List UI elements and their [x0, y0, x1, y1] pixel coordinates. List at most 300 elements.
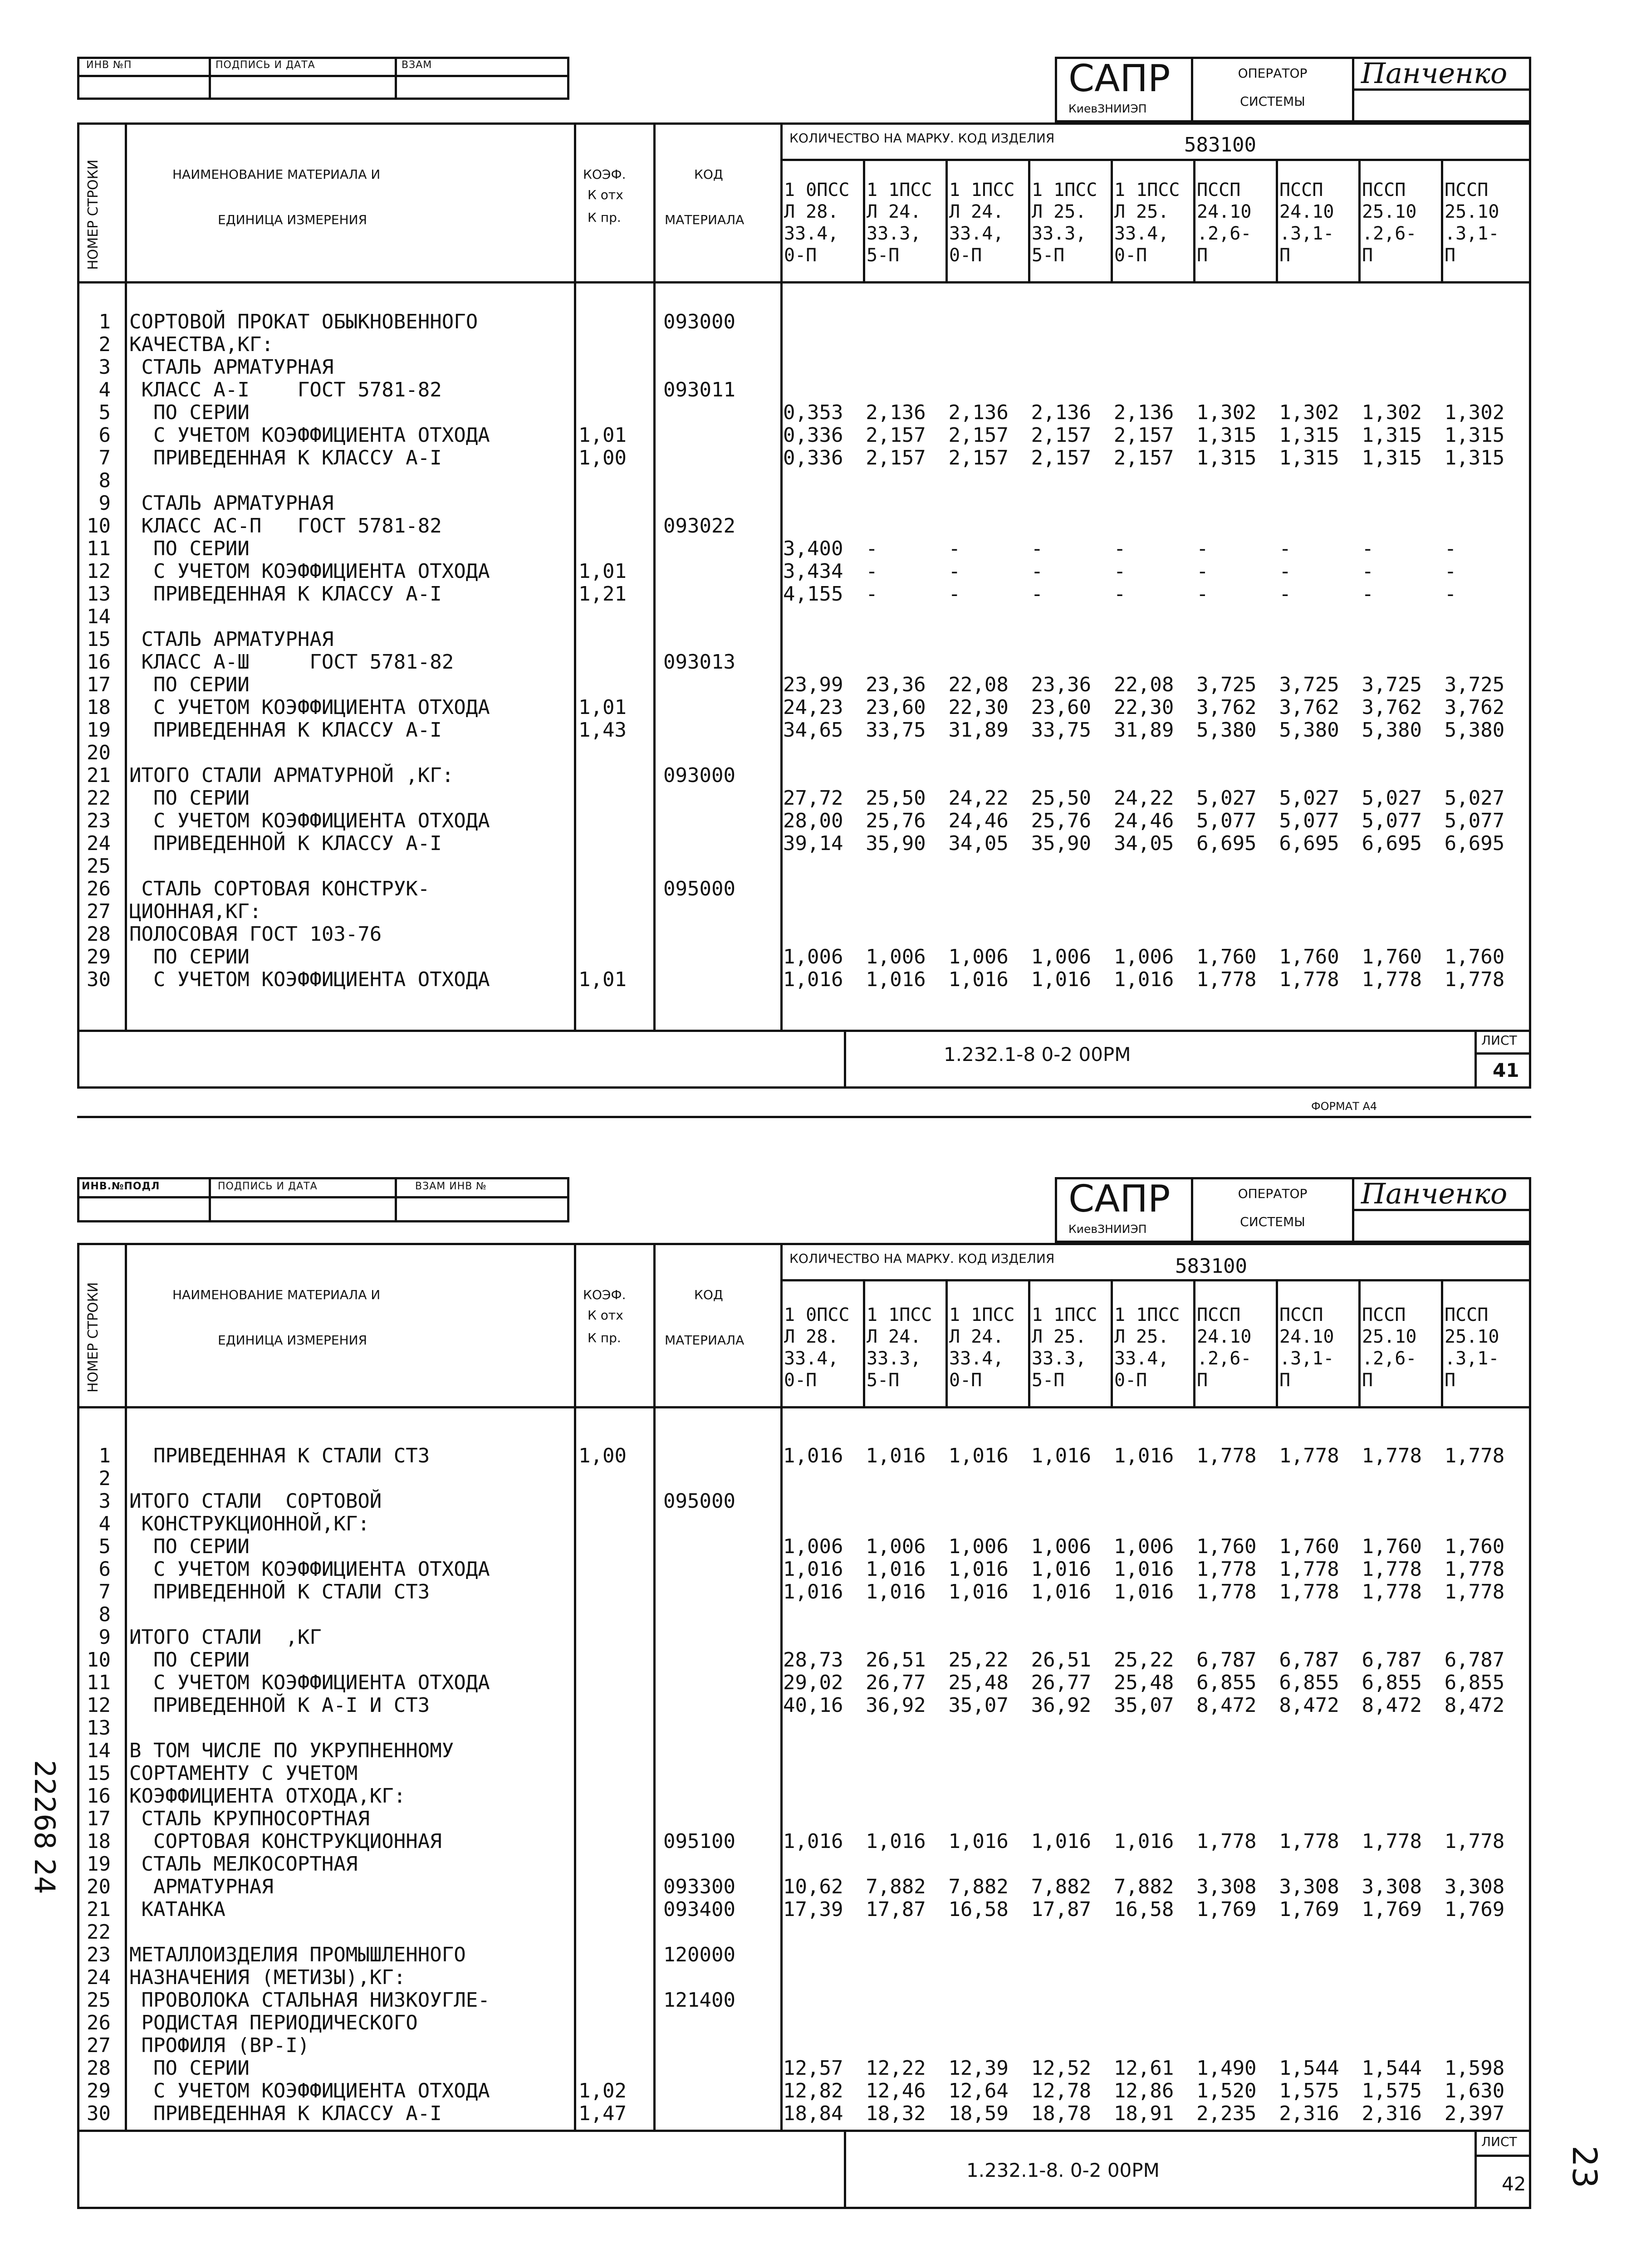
quantity-cell: 24,46	[1113, 809, 1174, 832]
quantity-values	[783, 1830, 1527, 1853]
column-header: ПССП 24.10 .2,6- П	[1197, 1305, 1252, 1391]
quantity-cell: 1,006	[948, 1535, 1009, 1558]
row-number: 1	[98, 1444, 111, 1467]
quantity-cell: 0,353	[783, 401, 843, 424]
quantity-cell: -	[1362, 560, 1374, 583]
row-number: 28	[87, 923, 111, 946]
row-number: 21	[87, 1898, 111, 1921]
quantity-cell: 1,544	[1279, 2057, 1339, 2080]
material-name: КОНСТРУКЦИОННОЙ,КГ:	[129, 1512, 370, 1535]
material-name: ПО СЕРИИ	[129, 945, 250, 968]
quantity-cell: 31,89	[1113, 719, 1174, 742]
material-code: 093022	[663, 514, 735, 538]
row-number: 18	[87, 696, 111, 719]
quantity-cell: 1,302	[1196, 401, 1257, 424]
quantity-cell: 5,077	[1362, 809, 1422, 832]
quantity-cell: 1,006	[783, 1535, 843, 1558]
material-name: С УЧЕТОМ КОЭФФИЦИЕНТА ОТХОДА	[129, 1671, 490, 1694]
institute-name: КиевЗНИИЭП	[1068, 1222, 1147, 1236]
quantity-cell: 1,016	[948, 968, 1009, 991]
quantity-cell: 0,336	[783, 446, 843, 469]
quantity-cell: 16,58	[948, 1898, 1009, 1921]
operator-signature: Панченко	[1361, 57, 1508, 90]
quantity-cell: 12,22	[866, 2057, 926, 2080]
column-header: ПССП 24.10 .3,1- П	[1279, 180, 1334, 266]
quantity-values	[783, 2057, 1527, 2080]
quantity-cell: 1,769	[1196, 1898, 1257, 1921]
material-name: В ТОМ ЧИСЛЕ ПО УКРУПНЕННОМУ	[129, 1739, 454, 1762]
quantity-values	[783, 447, 1527, 469]
quantity-cell: 2,136	[1031, 401, 1092, 424]
quantity-values	[783, 787, 1527, 810]
quantity-cell: 1,016	[866, 968, 926, 991]
quantity-label: КОЛИЧЕСТВО НА МАРКУ. КОД ИЗДЕЛИЯ	[789, 1251, 1055, 1266]
quantity-cell: 12,46	[866, 2079, 926, 2102]
material-name: С УЧЕТОМ КОЭФФИЦИЕНТА ОТХОДА	[129, 809, 490, 832]
row-number: 8	[98, 469, 111, 492]
quantity-cell: 1,778	[1444, 968, 1505, 991]
quantity-cell: 1,778	[1279, 1830, 1339, 1853]
row-number: 6	[98, 424, 111, 447]
quantity-cell: 23,99	[783, 673, 843, 696]
material-code: 093400	[663, 1898, 735, 1921]
quantity-cell: 17,39	[783, 1898, 843, 1921]
quantity-cell: 1,016	[1031, 1444, 1092, 1467]
column-header: ПССП 24.10 .2,6- П	[1197, 180, 1252, 266]
material-code: 093300	[663, 1875, 735, 1898]
quantity-cell: 5,380	[1444, 719, 1505, 742]
quantity-cell: 1,016	[866, 1558, 926, 1581]
material-name: КЛАСС АС-П ГОСТ 5781-82	[129, 514, 442, 538]
product-code: 583100	[1184, 133, 1256, 156]
quantity-cell: 1,630	[1444, 2079, 1505, 2102]
quantity-cell: 1,769	[1444, 1898, 1505, 1921]
quantity-cell: 34,65	[783, 719, 843, 742]
row-number: 9	[98, 1626, 111, 1649]
code-label: КОД	[694, 1287, 723, 1302]
quantity-cell: 2,157	[1113, 446, 1174, 469]
quantity-cell: 1,760	[1196, 1535, 1257, 1558]
quantity-cell: 28,00	[783, 809, 843, 832]
material-name: С УЧЕТОМ КОЭФФИЦИЕНТА ОТХОДА	[129, 1558, 490, 1581]
quantity-cell: 3,308	[1196, 1875, 1257, 1898]
quantity-cell: 3,308	[1444, 1875, 1505, 1898]
sheet-number: 42	[1502, 2173, 1526, 2195]
row-number: 16	[87, 1784, 111, 1808]
quantity-cell: 26,51	[866, 1648, 926, 1672]
quantity-cell: 5,077	[1279, 809, 1339, 832]
quantity-cell: 25,50	[866, 787, 926, 810]
material-name: ПРИВЕДЕННОЙ К А-I И СТ3	[129, 1694, 430, 1717]
column-header: ПССП 24.10 .3,1- П	[1279, 1305, 1334, 1391]
material-name-label: НАИМЕНОВАНИЕ МАТЕРИАЛА И	[172, 1287, 381, 1302]
quantity-cell: 5,027	[1279, 787, 1339, 810]
quantity-cell: 1,315	[1196, 424, 1257, 447]
quantity-cell: 6,787	[1444, 1648, 1505, 1672]
row-number: 24	[87, 1966, 111, 1989]
material-code: 095000	[663, 1490, 735, 1513]
quantity-cell: 23,60	[1031, 696, 1092, 719]
material-code: 095000	[663, 877, 735, 900]
quantity-cell: 25,50	[1031, 787, 1092, 810]
quantity-values	[783, 2102, 1527, 2125]
quantity-cell: 6,695	[1362, 832, 1422, 855]
quantity-values	[783, 1672, 1527, 1694]
quantity-cell: 1,016	[948, 1830, 1009, 1853]
coef-waste-label: К отх	[588, 187, 623, 202]
quantity-cell: 1,778	[1196, 1580, 1257, 1603]
quantity-cell: 26,77	[1031, 1671, 1092, 1694]
column-header: ПССП 25.10 .3,1- П	[1445, 180, 1499, 266]
material-name: ПО СЕРИИ	[129, 787, 250, 810]
quantity-cell: 3,434	[783, 560, 843, 583]
quantity-values	[783, 1558, 1527, 1581]
row-number: 19	[87, 719, 111, 742]
quantity-cell: 1,016	[1031, 968, 1092, 991]
quantity-values	[783, 674, 1527, 696]
quantity-cell: 1,760	[1362, 1535, 1422, 1558]
quantity-values	[783, 968, 1527, 991]
material-name: КАЧЕСТВА,КГ:	[129, 333, 274, 356]
quantity-cell: 8,472	[1279, 1694, 1339, 1717]
quantity-cell: -	[1031, 560, 1043, 583]
material-name: ИТОГО СТАЛИ ,КГ	[129, 1626, 322, 1649]
material-name: ПОЛОСОВАЯ ГОСТ 103-76	[129, 923, 382, 946]
quantity-cell: 7,882	[1113, 1875, 1174, 1898]
quantity-cell: 18,32	[866, 2102, 926, 2125]
row-number: 4	[98, 1512, 111, 1535]
quantity-cell: 6,695	[1279, 832, 1339, 855]
column-header: 1 1ПСС Л 25. 33.3, 5-П	[1032, 1305, 1097, 1391]
row-number: 23	[87, 1943, 111, 1966]
quantity-cell: -	[1444, 560, 1457, 583]
quantity-cell: 35,07	[1113, 1694, 1174, 1717]
quantity-cell: 25,48	[1113, 1671, 1174, 1694]
row-number: 3	[98, 356, 111, 379]
coefficient: 1,21	[578, 582, 627, 606]
quantity-cell: 5,380	[1196, 719, 1257, 742]
quantity-cell: 7,882	[1031, 1875, 1092, 1898]
quantity-cell: 1,016	[1113, 1558, 1174, 1581]
material-name: ПО СЕРИИ	[129, 1535, 250, 1558]
quantity-cell: 1,760	[1444, 945, 1505, 968]
quantity-cell: 1,315	[1196, 446, 1257, 469]
quantity-cell: 12,64	[948, 2079, 1009, 2102]
sheet-label: ЛИСТ	[1481, 2134, 1517, 2149]
coef-label: КОЭФ.	[583, 1287, 626, 1302]
quantity-cell: 1,302	[1279, 401, 1339, 424]
quantity-cell: 5,027	[1362, 787, 1422, 810]
quantity-cell: 3,725	[1444, 673, 1505, 696]
material-name: ПРИВЕДЕННАЯ К КЛАССУ А-I	[129, 2102, 442, 2125]
column-header: 1 1ПСС Л 24. 33.3, 5-П	[867, 1305, 932, 1391]
material-name: ПРИВЕДЕННАЯ К КЛАССУ А-I	[129, 719, 442, 742]
row-number-label: НОМЕР СТРОКИ	[85, 1282, 101, 1393]
sheet-number: 41	[1493, 1059, 1519, 1081]
quantity-values	[783, 1581, 1527, 1603]
quantity-values	[783, 560, 1527, 583]
quantity-cell: -	[1362, 537, 1374, 560]
quantity-values	[783, 832, 1527, 855]
quantity-cell: 5,380	[1279, 719, 1339, 742]
coef-reduced-label: К пр.	[588, 210, 621, 225]
quantity-cell: -	[1196, 560, 1209, 583]
quantity-cell: 1,778	[1444, 1580, 1505, 1603]
row-number: 9	[98, 492, 111, 515]
material-name: КОЭФФИЦИЕНТА ОТХОДА,КГ:	[129, 1784, 406, 1808]
row-number: 21	[87, 764, 111, 787]
quantity-label: КОЛИЧЕСТВО НА МАРКУ. КОД ИЗДЕЛИЯ	[789, 131, 1055, 146]
quantity-cell: -	[1362, 582, 1374, 606]
column-header: 1 1ПСС Л 24. 33.4, 0-П	[949, 180, 1015, 266]
quantity-values	[783, 2080, 1527, 2102]
quantity-cell: 31,89	[948, 719, 1009, 742]
column-header: 1 0ПСС Л 28. 33.4, 0-П	[784, 180, 850, 266]
quantity-cell: 1,769	[1279, 1898, 1339, 1921]
quantity-cell: 1,575	[1362, 2079, 1422, 2102]
institute-name: КиевЗНИИЭП	[1068, 102, 1147, 115]
quantity-cell: 1,315	[1279, 424, 1339, 447]
quantity-cell: 1,769	[1362, 1898, 1422, 1921]
quantity-cell: 1,016	[948, 1580, 1009, 1603]
product-code: 583100	[1175, 1255, 1247, 1278]
row-number: 22	[87, 1921, 111, 1944]
sheet-label: ЛИСТ	[1481, 1033, 1517, 1048]
quantity-cell: 8,472	[1362, 1694, 1422, 1717]
quantity-cell: 2,157	[1113, 424, 1174, 447]
quantity-cell: 1,006	[866, 1535, 926, 1558]
sapr-title: САПР	[1068, 57, 1171, 100]
row-number: 2	[98, 333, 111, 356]
quantity-cell: 25,22	[1113, 1648, 1174, 1672]
quantity-cell: 3,725	[1279, 673, 1339, 696]
coef-waste-label: К отх	[588, 1308, 623, 1323]
quantity-cell: 2,157	[866, 424, 926, 447]
quantity-cell: 17,87	[1031, 1898, 1092, 1921]
row-number: 25	[87, 855, 111, 878]
row-number: 27	[87, 2034, 111, 2057]
quantity-cell: 2,136	[948, 401, 1009, 424]
material-name: МЕТАЛЛОИЗДЕЛИЯ ПРОМЫШЛЕННОГО	[129, 1943, 466, 1966]
quantity-cell: 24,46	[948, 809, 1009, 832]
material-name: ПО СЕРИИ	[129, 673, 250, 696]
material-name: СОРТОВАЯ КОНСТРУКЦИОННАЯ	[129, 1830, 442, 1853]
material-name: СОРТОВОЙ ПРОКАТ ОБЫКНОВЕННОГО	[129, 310, 478, 333]
quantity-cell: 5,077	[1196, 809, 1257, 832]
quantity-cell: 7,882	[866, 1875, 926, 1898]
quantity-values	[783, 1535, 1527, 1558]
quantity-cell: 1,016	[783, 1830, 843, 1853]
quantity-cell: -	[1444, 582, 1457, 606]
material-name: С УЧЕТОМ КОЭФФИЦИЕНТА ОТХОДА	[129, 2079, 490, 2102]
quantity-cell: 1,598	[1444, 2057, 1505, 2080]
signature-strip	[77, 57, 569, 100]
sheet-page-42	[77, 1177, 1531, 2225]
row-number: 5	[98, 1535, 111, 1558]
material-name: С УЧЕТОМ КОЭФФИЦИЕНТА ОТХОДА	[129, 696, 490, 719]
archive-margin-note: 22268 24	[28, 1760, 61, 1894]
material-name: СТАЛЬ АРМАТУРНАЯ	[129, 356, 334, 379]
quantity-cell: 1,315	[1362, 424, 1422, 447]
row-number: 7	[98, 446, 111, 469]
row-number: 24	[87, 832, 111, 855]
material-code: 093011	[663, 378, 735, 401]
inv-label: ИНВ.№ПОДЛ	[82, 1181, 160, 1192]
coefficient: 1,01	[578, 424, 627, 447]
quantity-cell: -	[948, 560, 960, 583]
quantity-cell: 12,82	[783, 2079, 843, 2102]
quantity-cell: 1,778	[1362, 1580, 1422, 1603]
quantity-values	[783, 1649, 1527, 1672]
quantity-cell: 2,157	[1031, 446, 1092, 469]
row-number: 18	[87, 1830, 111, 1853]
quantity-cell: 1,006	[1113, 1535, 1174, 1558]
quantity-cell: 1,016	[783, 1558, 843, 1581]
material-name: ПРИВЕДЕННОЙ К СТАЛИ СТ3	[129, 1580, 430, 1603]
material-name: ПО СЕРИИ	[129, 2057, 250, 2080]
quantity-cell: -	[948, 582, 960, 606]
unit-label: ЕДИНИЦА ИЗМЕРЕНИЯ	[218, 212, 367, 227]
quantity-cell: 6,855	[1279, 1671, 1339, 1694]
coefficient: 1,01	[578, 696, 627, 719]
quantity-cell: 1,016	[1113, 968, 1174, 991]
quantity-cell: 1,016	[1113, 1444, 1174, 1467]
coefficient: 1,00	[578, 1444, 627, 1467]
quantity-cell: 1,778	[1362, 968, 1422, 991]
quantity-cell: 1,544	[1362, 2057, 1422, 2080]
quantity-cell: 12,86	[1113, 2079, 1174, 2102]
document-code: 1.232.1-8 0-2 00РМ	[944, 1043, 1131, 1066]
material-name: АРМАТУРНАЯ	[129, 1875, 274, 1898]
row-number: 2	[98, 1467, 111, 1490]
row-number: 23	[87, 809, 111, 832]
unit-label: ЕДИНИЦА ИЗМЕРЕНИЯ	[218, 1333, 367, 1348]
quantity-cell: 36,92	[1031, 1694, 1092, 1717]
quantity-cell: 40,16	[783, 1694, 843, 1717]
quantity-cell: 22,30	[948, 696, 1009, 719]
quantity-cell: 28,73	[783, 1648, 843, 1672]
row-number: 20	[87, 741, 111, 764]
page-number: 23	[1565, 2146, 1604, 2189]
column-header: 1 1ПСС Л 25. 33.4, 0-П	[1114, 1305, 1180, 1391]
material-name: ЦИОННАЯ,КГ:	[129, 900, 262, 923]
quantity-cell: 0,336	[783, 424, 843, 447]
quantity-cell: 1,016	[866, 1444, 926, 1467]
material-name: ПРИВЕДЕННОЙ К КЛАССУ А-I	[129, 832, 442, 855]
column-header: ПССП 25.10 .2,6- П	[1362, 1305, 1417, 1391]
row-number: 7	[98, 1580, 111, 1603]
quantity-cell: 5,027	[1196, 787, 1257, 810]
column-header: 1 1ПСС Л 24. 33.4, 0-П	[949, 1305, 1015, 1391]
quantity-cell: 1,016	[948, 1558, 1009, 1581]
row-number: 29	[87, 2079, 111, 2102]
quantity-cell: 1,016	[866, 1830, 926, 1853]
material-name: СТАЛЬ АРМАТУРНАЯ	[129, 492, 334, 515]
quantity-cell: 1,760	[1196, 945, 1257, 968]
row-number: 13	[87, 1716, 111, 1740]
material-code: 093013	[663, 650, 735, 674]
quantity-cell: 2,157	[866, 446, 926, 469]
quantity-cell: -	[1031, 582, 1043, 606]
material-name: НАЗНАЧЕНИЯ (МЕТИЗЫ),КГ:	[129, 1966, 406, 1989]
quantity-cell: 2,136	[866, 401, 926, 424]
material-name: ПРИВЕДЕННАЯ К СТАЛИ СТ3	[129, 1444, 430, 1467]
quantity-cell: 18,59	[948, 2102, 1009, 2125]
material-name: СТАЛЬ КРУПНОСОРТНАЯ	[129, 1807, 370, 1830]
quantity-cell: 12,61	[1113, 2057, 1174, 2080]
quantity-cell: 39,14	[783, 832, 843, 855]
row-number: 22	[87, 787, 111, 810]
code-material-label: МАТЕРИАЛА	[665, 212, 745, 227]
quantity-values	[783, 538, 1527, 560]
quantity-cell: 2,235	[1196, 2102, 1257, 2125]
row-number: 12	[87, 560, 111, 583]
quantity-cell: 1,006	[866, 945, 926, 968]
quantity-values	[783, 1898, 1527, 1921]
quantity-cell: 6,695	[1196, 832, 1257, 855]
material-code: 095100	[663, 1830, 735, 1853]
material-name: ПО СЕРИИ	[129, 537, 250, 560]
quantity-cell: 8,472	[1196, 1694, 1257, 1717]
quantity-values	[783, 583, 1527, 606]
quantity-cell: 6,855	[1362, 1671, 1422, 1694]
material-code: 120000	[663, 1943, 735, 1966]
row-number: 19	[87, 1853, 111, 1876]
row-number: 13	[87, 582, 111, 606]
material-code: 093000	[663, 310, 735, 333]
quantity-cell: 6,787	[1196, 1648, 1257, 1672]
signature-date-label: ПОДПИСЬ И ДАТА	[218, 1181, 318, 1192]
quantity-cell: 6,787	[1362, 1648, 1422, 1672]
row-number: 4	[98, 378, 111, 401]
quantity-cell: 1,778	[1196, 1558, 1257, 1581]
material-name: ИТОГО СТАЛИ СОРТОВОЙ	[129, 1490, 382, 1513]
quantity-cell: 25,76	[1031, 809, 1092, 832]
quantity-cell: 4,155	[783, 582, 843, 606]
row-number: 29	[87, 945, 111, 968]
quantity-cell: 35,07	[948, 1694, 1009, 1717]
quantity-values	[783, 810, 1527, 832]
quantity-cell: 6,855	[1196, 1671, 1257, 1694]
quantity-cell: 34,05	[948, 832, 1009, 855]
quantity-cell: 1,760	[1362, 945, 1422, 968]
quantity-cell: 35,90	[1031, 832, 1092, 855]
quantity-cell: 25,76	[866, 809, 926, 832]
quantity-cell: -	[1113, 560, 1126, 583]
quantity-cell: 12,52	[1031, 2057, 1092, 2080]
quantity-values	[783, 1876, 1527, 1898]
quantity-cell: -	[1196, 537, 1209, 560]
quantity-cell: 3,762	[1196, 696, 1257, 719]
quantity-cell: -	[1113, 537, 1126, 560]
quantity-cell: 22,30	[1113, 696, 1174, 719]
material-name: ПО СЕРИИ	[129, 401, 250, 424]
quantity-cell: 1,315	[1362, 446, 1422, 469]
row-number: 20	[87, 1875, 111, 1898]
quantity-cell: 1,016	[783, 1444, 843, 1467]
coefficient: 1,43	[578, 719, 627, 742]
quantity-cell: 27,72	[783, 787, 843, 810]
quantity-cell: 23,36	[866, 673, 926, 696]
operator-label: ОПЕРАТОР	[1238, 66, 1308, 81]
row-number: 26	[87, 2011, 111, 2034]
material-name: ПРОВОЛОКА СТАЛЬНАЯ НИЗКОУГЛЕ-	[129, 1989, 490, 2012]
quantity-cell: 22,08	[1113, 673, 1174, 696]
quantity-cell: 25,48	[948, 1671, 1009, 1694]
quantity-cell: -	[1279, 560, 1291, 583]
quantity-cell: 33,75	[1031, 719, 1092, 742]
row-number: 28	[87, 2057, 111, 2080]
